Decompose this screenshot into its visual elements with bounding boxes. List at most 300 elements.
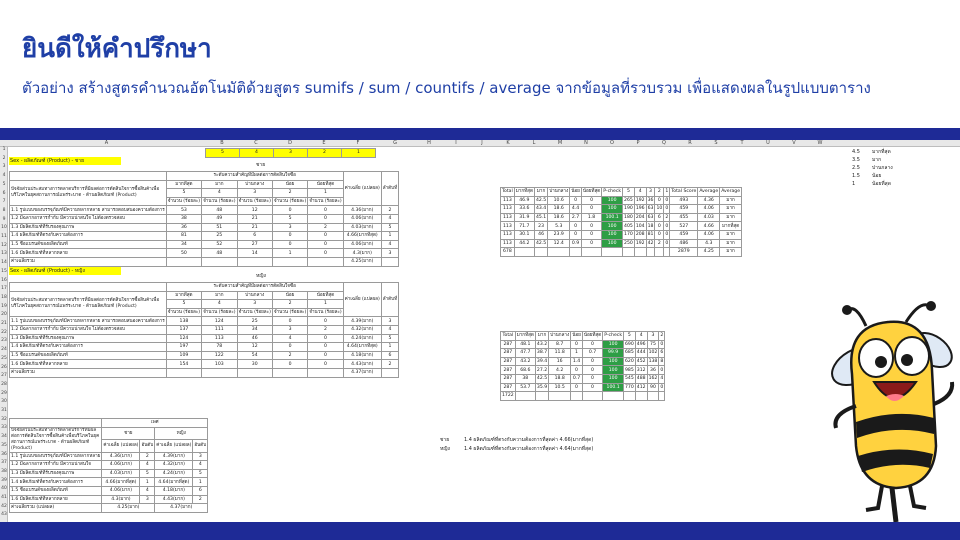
item-cell[interactable]: 1.2 มีฉลากอาหารกำกับ มีความน่าสนใจ ไม่ต้องตรวจสอบ bbox=[10, 325, 167, 334]
calc-cell[interactable] bbox=[634, 248, 646, 257]
calc-cell[interactable]: 43.4 bbox=[535, 206, 547, 212]
calc-cell[interactable] bbox=[624, 392, 636, 401]
female-rank-cell[interactable]: 4 bbox=[193, 461, 208, 470]
level-header[interactable]: น้อย bbox=[272, 180, 307, 189]
calc-cell[interactable]: 4 bbox=[660, 376, 664, 382]
item-cell[interactable]: 1.4 ผลิตภัณฑ์ที่ตรงกับความต้องการ bbox=[10, 478, 102, 487]
blank-cell[interactable] bbox=[308, 257, 343, 266]
calc-header[interactable]: มากที่สุด bbox=[516, 333, 534, 339]
calc-header[interactable]: ปานกลาง bbox=[549, 189, 569, 195]
female-section-label[interactable]: Sex - ผลิตภัณฑ์ (Product) - หญิง bbox=[9, 267, 121, 275]
score-cell[interactable]: 1 bbox=[342, 149, 376, 158]
unit-header[interactable]: จำนวน (ร้อยละ) bbox=[273, 199, 307, 205]
calc-cell[interactable]: 4.4 bbox=[570, 205, 582, 214]
male-mean-cell[interactable]: 4.06(มาก) bbox=[102, 486, 140, 495]
value-cell[interactable]: 3 bbox=[272, 223, 307, 232]
item-cell[interactable]: 1.1 รูปแบบของบรรจุภัณฑ์มีความหลากหลาย bbox=[11, 453, 101, 459]
calc-cell[interactable]: มาก bbox=[720, 230, 742, 239]
table-row[interactable] bbox=[501, 213, 742, 222]
unit-header[interactable]: จำนวน (ร้อยละ) bbox=[167, 199, 201, 205]
calc-header[interactable]: Total bbox=[502, 333, 514, 339]
blank-cell[interactable] bbox=[10, 172, 167, 181]
calc-cell[interactable]: 45.1 bbox=[535, 215, 547, 221]
row-header[interactable]: 26 bbox=[1, 364, 7, 370]
calc-cell[interactable]: 0 bbox=[581, 205, 601, 214]
group-header[interactable]: ระดับความสำคัญที่มีผลต่อการตัดสินใจซื้อ bbox=[166, 283, 343, 292]
mean-cell[interactable]: 4.3(มาก) bbox=[343, 249, 381, 258]
calc-cell[interactable]: 312 bbox=[636, 367, 646, 373]
row-header[interactable]: 36 bbox=[1, 451, 7, 457]
item-cell[interactable]: 1.3 มีผลิตภัณฑ์ที่รับรองคุณภาพ bbox=[10, 223, 167, 232]
calc-cell[interactable]: 180 bbox=[624, 215, 633, 221]
calc-cell[interactable]: 42.5 bbox=[535, 240, 547, 246]
value-cell[interactable]: 78 bbox=[202, 343, 237, 352]
calc-cell[interactable]: 63 bbox=[647, 215, 654, 221]
table-row[interactable] bbox=[501, 383, 665, 392]
value-cell[interactable]: 0 bbox=[308, 249, 343, 258]
male-header[interactable]: ชาย bbox=[102, 427, 155, 440]
value-cell[interactable]: 0 bbox=[308, 317, 343, 326]
column-header-q[interactable]: Q bbox=[662, 140, 666, 146]
weight-header[interactable]: 1 bbox=[308, 189, 343, 198]
calc-cell[interactable]: 190 bbox=[624, 206, 633, 212]
calc-cell[interactable] bbox=[571, 392, 583, 401]
table-row[interactable] bbox=[10, 232, 399, 241]
calc-header[interactable]: Total bbox=[502, 189, 513, 195]
blank-cell[interactable] bbox=[381, 368, 398, 377]
level-header[interactable]: มากที่สุด bbox=[166, 291, 201, 300]
calc-cell[interactable]: 0 bbox=[581, 230, 601, 239]
female-mean-cell[interactable]: 4.24(มาก) bbox=[155, 469, 193, 478]
total-label[interactable]: ค่าเฉลี่ยรวม bbox=[10, 368, 167, 377]
unit-header[interactable]: จำนวน (ร้อยละ) bbox=[273, 310, 307, 316]
weight-header[interactable]: 4 bbox=[202, 189, 237, 198]
calc-cell[interactable]: 113 bbox=[501, 239, 515, 248]
male-rank-cell[interactable]: 4 bbox=[140, 486, 155, 495]
value-cell[interactable]: 5 bbox=[272, 214, 307, 223]
sex-header[interactable]: เพศ bbox=[102, 419, 208, 428]
table-row[interactable] bbox=[501, 196, 742, 205]
total-label[interactable]: ค่าเฉลี่ยรวม bbox=[10, 257, 167, 266]
calc-cell[interactable]: 27.2 bbox=[536, 367, 548, 373]
mean-col-header[interactable]: ค่าเฉลี่ย (แปลผล) bbox=[102, 440, 140, 453]
calc-header[interactable]: 2 bbox=[660, 333, 664, 339]
mean-cell[interactable]: 4.66(มากที่สุด) bbox=[343, 232, 381, 241]
calc-cell[interactable]: 287 bbox=[501, 374, 516, 383]
column-header-o[interactable]: O bbox=[610, 140, 614, 146]
rank-col-header[interactable]: อันดับ bbox=[140, 440, 155, 453]
column-header-c[interactable]: C bbox=[254, 140, 258, 146]
calc-cell[interactable]: 493 bbox=[670, 196, 698, 205]
calc-cell[interactable]: 690 bbox=[625, 341, 634, 347]
weight-header[interactable]: 2 bbox=[272, 300, 307, 309]
calc-cell[interactable]: 104 bbox=[635, 223, 645, 229]
calc-cell[interactable]: 18.6 bbox=[548, 213, 570, 222]
male-mean-cell[interactable]: 4.3(มาก) bbox=[102, 495, 140, 504]
score-cell[interactable]: 2 bbox=[308, 149, 342, 158]
female-mean-cell[interactable]: 4.39(มาก) bbox=[155, 452, 193, 461]
rank-cell[interactable]: 4 bbox=[381, 214, 398, 223]
value-cell[interactable]: 50 bbox=[166, 249, 201, 258]
value-cell[interactable]: 53 bbox=[166, 206, 201, 215]
calc-cell[interactable]: 486 bbox=[670, 239, 698, 248]
calc-cell[interactable]: 527 bbox=[670, 222, 698, 231]
calc-cell[interactable]: 100 bbox=[603, 357, 624, 366]
calc-cell[interactable]: 0 bbox=[582, 374, 602, 383]
rank-cell[interactable]: 1 bbox=[381, 343, 398, 352]
female-rank-cell[interactable]: 6 bbox=[193, 486, 208, 495]
calc-cell[interactable]: 71.7 bbox=[514, 222, 534, 231]
value-cell[interactable]: 113 bbox=[202, 334, 237, 343]
calc-cell[interactable]: 0 bbox=[665, 232, 669, 238]
row-header[interactable]: 3 bbox=[2, 164, 6, 170]
total-count[interactable]: 1722 bbox=[502, 393, 514, 399]
table-row[interactable] bbox=[10, 495, 208, 504]
rank-cell[interactable]: 5 bbox=[381, 223, 398, 232]
calc-cell[interactable]: 0 bbox=[570, 196, 582, 205]
rank-col-header[interactable]: อันดับ bbox=[193, 440, 208, 453]
level-header[interactable]: มากที่สุด bbox=[166, 180, 201, 189]
calc-cell[interactable]: 8.7 bbox=[549, 340, 571, 349]
calc-cell[interactable]: 770 bbox=[625, 384, 634, 390]
value-cell[interactable]: 21 bbox=[237, 223, 272, 232]
table-row[interactable] bbox=[501, 230, 742, 239]
row-header[interactable]: 30 bbox=[1, 399, 7, 405]
table-row[interactable] bbox=[10, 223, 399, 232]
calc-cell[interactable]: 38.7 bbox=[536, 350, 548, 356]
calc-cell[interactable] bbox=[581, 248, 601, 257]
item-cell[interactable]: 1.3 มีผลิตภัณฑ์ที่รับรองคุณภาพ bbox=[10, 469, 102, 478]
table-row[interactable] bbox=[10, 249, 399, 258]
male-mean-cell[interactable]: 4.06(มาก) bbox=[102, 461, 140, 470]
calc-cell[interactable]: 265 bbox=[624, 197, 633, 203]
value-cell[interactable]: 21 bbox=[237, 214, 272, 223]
value-cell[interactable]: 38 bbox=[166, 214, 201, 223]
row-header[interactable]: 25 bbox=[1, 355, 7, 361]
score-cell[interactable]: 3 bbox=[274, 149, 308, 158]
calc-header[interactable]: มาก bbox=[535, 332, 548, 341]
row-header[interactable]: 37 bbox=[1, 460, 7, 466]
blank-cell[interactable] bbox=[202, 257, 237, 266]
value-cell[interactable]: 0 bbox=[308, 343, 343, 352]
value-cell[interactable]: 25 bbox=[237, 317, 272, 326]
male-mean-cell[interactable]: 4.66(มากที่สุด) bbox=[102, 478, 140, 487]
calc-cell[interactable]: 53.7 bbox=[515, 383, 535, 392]
female-mean-cell[interactable]: 4.64(มากที่สุด) bbox=[155, 478, 193, 487]
table-row[interactable] bbox=[10, 240, 399, 249]
calc-cell[interactable]: 0 bbox=[660, 367, 664, 373]
row-header[interactable]: 1 bbox=[2, 147, 6, 152]
table-row[interactable] bbox=[10, 461, 208, 470]
calc-cell[interactable]: 100 bbox=[603, 366, 624, 375]
calc-cell[interactable]: มาก bbox=[720, 196, 742, 205]
value-cell[interactable]: 154 bbox=[166, 360, 201, 369]
calc-cell[interactable]: 113 bbox=[501, 222, 515, 231]
calc-cell[interactable]: 444 bbox=[636, 350, 646, 356]
calc-cell[interactable]: 0 bbox=[570, 230, 582, 239]
value-cell[interactable]: 122 bbox=[202, 351, 237, 360]
weight-header[interactable]: 5 bbox=[166, 189, 201, 198]
calc-cell[interactable] bbox=[659, 392, 665, 401]
calc-cell[interactable]: 287 bbox=[501, 357, 516, 366]
value-cell[interactable]: 0 bbox=[272, 360, 307, 369]
calc-cell[interactable]: 100.1 bbox=[603, 383, 624, 392]
column-header-e[interactable]: E bbox=[322, 140, 326, 146]
weight-header[interactable]: 4 bbox=[202, 300, 237, 309]
calc-cell[interactable] bbox=[623, 248, 635, 257]
value-cell[interactable]: 25 bbox=[202, 232, 237, 241]
calc-cell[interactable]: 18.6 bbox=[548, 205, 570, 214]
blank-cell[interactable] bbox=[272, 257, 307, 266]
question-cell[interactable]: ปัจจัยส่วนประสมทางการตลาดบริการที่มีผลต่อการตัดสินใจการซื้อสินค้าเพื่อบริโภคในยุคสถานการณ์แพร่ระบาด - ด้านผลิตภัณฑ์ (Product) bbox=[10, 180, 167, 206]
rank-header[interactable]: ลำดับที่ bbox=[381, 283, 398, 317]
value-cell[interactable]: 124 bbox=[166, 334, 201, 343]
column-header-h[interactable]: H bbox=[427, 140, 431, 146]
calc-header[interactable]: P-check bbox=[604, 333, 622, 339]
calc-cell[interactable]: 30.1 bbox=[514, 230, 534, 239]
row-header[interactable]: 15 bbox=[1, 268, 7, 274]
calc-cell[interactable]: 4.25 bbox=[698, 248, 720, 257]
rank-header[interactable]: ลำดับที่ bbox=[381, 172, 398, 206]
item-cell[interactable]: 1.2 มีฉลากอาหารกำกับ มีความน่าสนใจ ไม่ต้องตรวจสอบ bbox=[10, 214, 167, 223]
blank-cell[interactable] bbox=[308, 368, 343, 377]
calc-cell[interactable]: 620 bbox=[625, 359, 634, 365]
calc-header[interactable]: 3 bbox=[647, 332, 659, 341]
calc-header[interactable]: น้อย bbox=[571, 189, 580, 195]
male-rank-cell[interactable]: 4 bbox=[140, 461, 155, 470]
calc-cell[interactable]: 4.03 bbox=[698, 213, 720, 222]
calc-cell[interactable]: 12.4 bbox=[548, 239, 570, 248]
calc-cell[interactable]: 0 bbox=[582, 366, 602, 375]
question-cell[interactable]: ปัจจัยส่วนประสมทางการตลาดบริการที่มีผลต่อการตัดสินใจการซื้อสินค้าเพื่อบริโภคในยุคสถานการณ์แพร่ระบาด - ด้านผลิตภัณฑ์ (Product) bbox=[10, 427, 102, 452]
unit-header[interactable]: จำนวน (ร้อยละ) bbox=[203, 310, 236, 316]
score-cell[interactable]: 5 bbox=[206, 149, 240, 158]
calc-cell[interactable]: 0 bbox=[665, 206, 669, 212]
blank-cell[interactable] bbox=[166, 257, 201, 266]
calc-cell[interactable]: 100 bbox=[602, 222, 623, 231]
value-cell[interactable]: 81 bbox=[166, 232, 201, 241]
male-section-label[interactable]: Sex - ผลิตภัณฑ์ (Product) - ชาย bbox=[9, 157, 121, 165]
column-header-m[interactable]: M bbox=[557, 140, 563, 146]
column-header-s[interactable]: S bbox=[714, 140, 718, 146]
calc-cell[interactable]: มาก bbox=[720, 239, 742, 248]
calc-cell[interactable]: 0.7 bbox=[582, 349, 602, 358]
value-cell[interactable]: 0 bbox=[308, 351, 343, 360]
row-header[interactable]: 43 bbox=[1, 512, 7, 518]
total-female[interactable]: 4.37(มาก) bbox=[155, 504, 208, 513]
table-row[interactable] bbox=[10, 325, 399, 334]
calc-cell[interactable]: 4.06 bbox=[698, 205, 720, 214]
calc-cell[interactable]: 0.9 bbox=[570, 239, 582, 248]
value-cell[interactable]: 0 bbox=[308, 206, 343, 215]
weight-header[interactable]: 3 bbox=[237, 300, 272, 309]
blank-cell[interactable] bbox=[10, 419, 102, 428]
item-cell[interactable]: 1.4 ผลิตภัณฑ์ที่ตรงกับความต้องการ bbox=[10, 343, 167, 352]
row-header[interactable]: 12 bbox=[1, 242, 7, 248]
level-header[interactable]: น้อย bbox=[272, 291, 307, 300]
row-header[interactable]: 38 bbox=[1, 468, 7, 474]
calc-cell[interactable]: 287 bbox=[501, 340, 516, 349]
column-header-i[interactable]: I bbox=[455, 140, 457, 146]
mean-cell[interactable]: 4.36(มาก) bbox=[343, 206, 381, 215]
value-cell[interactable]: 2 bbox=[308, 325, 343, 334]
value-cell[interactable]: 0 bbox=[272, 232, 307, 241]
column-header-r[interactable]: R bbox=[688, 140, 692, 146]
item-cell[interactable]: 1.3 มีผลิตภัณฑ์ที่รับรองคุณภาพ bbox=[10, 334, 167, 343]
table-row[interactable] bbox=[10, 360, 399, 369]
calc-cell[interactable]: 75 bbox=[647, 340, 659, 349]
calc-cell[interactable]: 4.06 bbox=[698, 230, 720, 239]
calc-header[interactable]: น้อยที่สุด bbox=[583, 333, 602, 339]
row-header[interactable]: 9 bbox=[2, 216, 6, 222]
item-cell[interactable]: 1.6 มีผลิตภัณฑ์ที่หลากหลาย bbox=[10, 249, 167, 258]
calc-cell[interactable]: 459 bbox=[670, 230, 698, 239]
table-row[interactable] bbox=[501, 239, 742, 248]
calc-cell[interactable]: 0 bbox=[582, 340, 602, 349]
value-cell[interactable]: 3 bbox=[272, 325, 307, 334]
calc-cell[interactable]: 44.2 bbox=[514, 239, 534, 248]
level-header[interactable]: ปานกลาง bbox=[237, 291, 272, 300]
value-cell[interactable]: 0 bbox=[308, 360, 343, 369]
rank-cell[interactable]: 3 bbox=[381, 249, 398, 258]
calc-cell[interactable]: 113 bbox=[501, 213, 515, 222]
calc-cell[interactable]: 18 bbox=[647, 223, 654, 229]
calc-cell[interactable] bbox=[515, 392, 535, 401]
calc-cell[interactable]: 0 bbox=[660, 341, 664, 347]
row-header[interactable]: 20 bbox=[1, 312, 7, 318]
calc-header[interactable]: ปานกลาง bbox=[550, 333, 570, 339]
score-cell[interactable]: 4 bbox=[240, 149, 274, 158]
calc-cell[interactable]: 192 bbox=[635, 240, 645, 246]
calc-cell[interactable] bbox=[635, 392, 647, 401]
male-rank-cell[interactable]: 3 bbox=[140, 495, 155, 504]
calc-cell[interactable]: 4.2 bbox=[549, 366, 571, 375]
row-header[interactable]: 17 bbox=[1, 286, 7, 292]
calc-cell[interactable]: 11.8 bbox=[549, 349, 571, 358]
calc-cell[interactable]: 0 bbox=[571, 340, 583, 349]
calc-cell[interactable]: 138 bbox=[648, 359, 658, 365]
table-row[interactable] bbox=[10, 486, 208, 495]
calc-cell[interactable]: 4.3 bbox=[698, 239, 720, 248]
table-row[interactable] bbox=[10, 478, 208, 487]
value-cell[interactable]: 51 bbox=[202, 223, 237, 232]
value-cell[interactable]: 0 bbox=[272, 206, 307, 215]
total-male[interactable]: 4.25(มาก) bbox=[102, 504, 155, 513]
calc-cell[interactable]: 0 bbox=[571, 383, 583, 392]
blank-cell[interactable] bbox=[272, 368, 307, 377]
value-cell[interactable]: 0 bbox=[272, 317, 307, 326]
calc-cell[interactable]: 0 bbox=[581, 196, 601, 205]
calc-cell[interactable]: 287 bbox=[501, 366, 516, 375]
calc-header[interactable]: Average bbox=[699, 189, 719, 195]
calc-cell[interactable]: 204 bbox=[635, 215, 645, 221]
rank-cell[interactable]: 1 bbox=[381, 232, 398, 241]
weight-header[interactable]: 5 bbox=[166, 300, 201, 309]
column-header-p[interactable]: P bbox=[636, 140, 640, 146]
calc-cell[interactable]: 42 bbox=[647, 240, 654, 246]
calc-header[interactable]: Total Score bbox=[671, 189, 697, 195]
total-mean[interactable]: 4.37(มาก) bbox=[343, 368, 381, 377]
row-header[interactable]: 4 bbox=[2, 173, 6, 179]
value-cell[interactable]: 48 bbox=[202, 249, 237, 258]
calc-cell[interactable]: 102 bbox=[648, 350, 658, 356]
unit-header[interactable]: จำนวน (ร้อยละ) bbox=[309, 310, 342, 316]
mean-cell[interactable]: 4.43(มาก) bbox=[343, 360, 381, 369]
calc-cell[interactable]: 0 bbox=[665, 240, 669, 246]
row-header[interactable]: 13 bbox=[1, 251, 7, 257]
group-header[interactable]: ระดับความสำคัญที่มีผลต่อการตัดสินใจซื้อ bbox=[166, 172, 343, 181]
calc-cell[interactable]: 113 bbox=[501, 196, 515, 205]
calc-cell[interactable]: 0 bbox=[655, 230, 664, 239]
table-row[interactable] bbox=[10, 469, 208, 478]
calc-header[interactable]: น้อยที่สุด bbox=[582, 189, 601, 195]
calc-header[interactable]: 5 bbox=[624, 332, 636, 341]
calc-cell[interactable]: 0 bbox=[570, 222, 582, 231]
calc-cell[interactable]: 36 bbox=[647, 366, 659, 375]
calc-header[interactable]: มากที่สุด bbox=[515, 189, 533, 195]
value-cell[interactable]: 36 bbox=[166, 223, 201, 232]
value-cell[interactable]: 52 bbox=[202, 240, 237, 249]
calc-cell[interactable]: 113 bbox=[501, 230, 515, 239]
calc-cell[interactable] bbox=[535, 392, 548, 401]
mean-cell[interactable]: 4.06(มาก) bbox=[343, 240, 381, 249]
value-cell[interactable]: 1 bbox=[272, 249, 307, 258]
table-row[interactable] bbox=[501, 340, 665, 349]
row-header[interactable]: 19 bbox=[1, 303, 7, 309]
calc-cell[interactable]: 685 bbox=[625, 350, 634, 356]
item-cell[interactable]: 1.2 มีฉลากอาหารกำกับ มีความน่าสนใจ bbox=[10, 461, 102, 470]
value-cell[interactable]: 109 bbox=[166, 351, 201, 360]
calc-cell[interactable]: 0 bbox=[655, 196, 664, 205]
column-header-n[interactable]: N bbox=[584, 140, 588, 146]
calc-cell[interactable] bbox=[534, 248, 547, 257]
row-header[interactable]: 42 bbox=[1, 503, 7, 509]
value-cell[interactable]: 137 bbox=[166, 325, 201, 334]
calc-cell[interactable]: 100.1 bbox=[602, 213, 623, 222]
female-rank-cell[interactable]: 2 bbox=[193, 495, 208, 504]
column-header-u[interactable]: U bbox=[766, 140, 770, 146]
row-header[interactable]: 8 bbox=[2, 207, 6, 213]
row-header[interactable]: 5 bbox=[2, 181, 6, 187]
mean-cell[interactable]: 4.24(มาก) bbox=[343, 334, 381, 343]
calc-header[interactable]: 2 bbox=[655, 188, 664, 197]
weight-header[interactable]: 1 bbox=[308, 300, 343, 309]
calc-cell[interactable]: 63 bbox=[647, 206, 654, 212]
calc-cell[interactable]: 452 bbox=[636, 359, 646, 365]
calc-cell[interactable]: 43.2 bbox=[515, 357, 535, 366]
male-rank-cell[interactable]: 2 bbox=[140, 452, 155, 461]
calc-header[interactable]: 3 bbox=[646, 188, 655, 197]
calc-cell[interactable]: 81 bbox=[647, 232, 654, 238]
female-mean-cell[interactable]: 4.32(มาก) bbox=[155, 461, 193, 470]
rank-cell[interactable]: 5 bbox=[381, 334, 398, 343]
row-header[interactable]: 21 bbox=[1, 321, 7, 326]
table-row[interactable] bbox=[10, 206, 399, 215]
calc-cell[interactable]: 2 bbox=[655, 239, 664, 248]
mean-cell[interactable]: 4.03(มาก) bbox=[343, 223, 381, 232]
value-cell[interactable]: 0 bbox=[308, 334, 343, 343]
calc-cell[interactable]: 38 bbox=[515, 374, 535, 383]
mean-col-header[interactable]: ค่าเฉลี่ย (แปลผล) bbox=[155, 440, 193, 453]
calc-cell[interactable]: 6 bbox=[660, 350, 664, 356]
column-header-t[interactable]: T bbox=[740, 140, 744, 146]
calc-cell[interactable] bbox=[549, 392, 571, 401]
item-cell[interactable]: 1.1 รูปแบบของบรรจุภัณฑ์มีความหลากหลาย สามารถตอบสนองความต้องการ bbox=[11, 207, 165, 213]
calc-cell[interactable]: 4.36 bbox=[698, 196, 720, 205]
item-cell[interactable]: 1.4 ผลิตภัณฑ์ที่ตรงกับความต้องการ bbox=[10, 232, 167, 241]
total-label[interactable]: ค่าเฉลี่ยรวม (แปลผล) bbox=[10, 504, 102, 513]
blank-cell[interactable] bbox=[381, 257, 398, 266]
